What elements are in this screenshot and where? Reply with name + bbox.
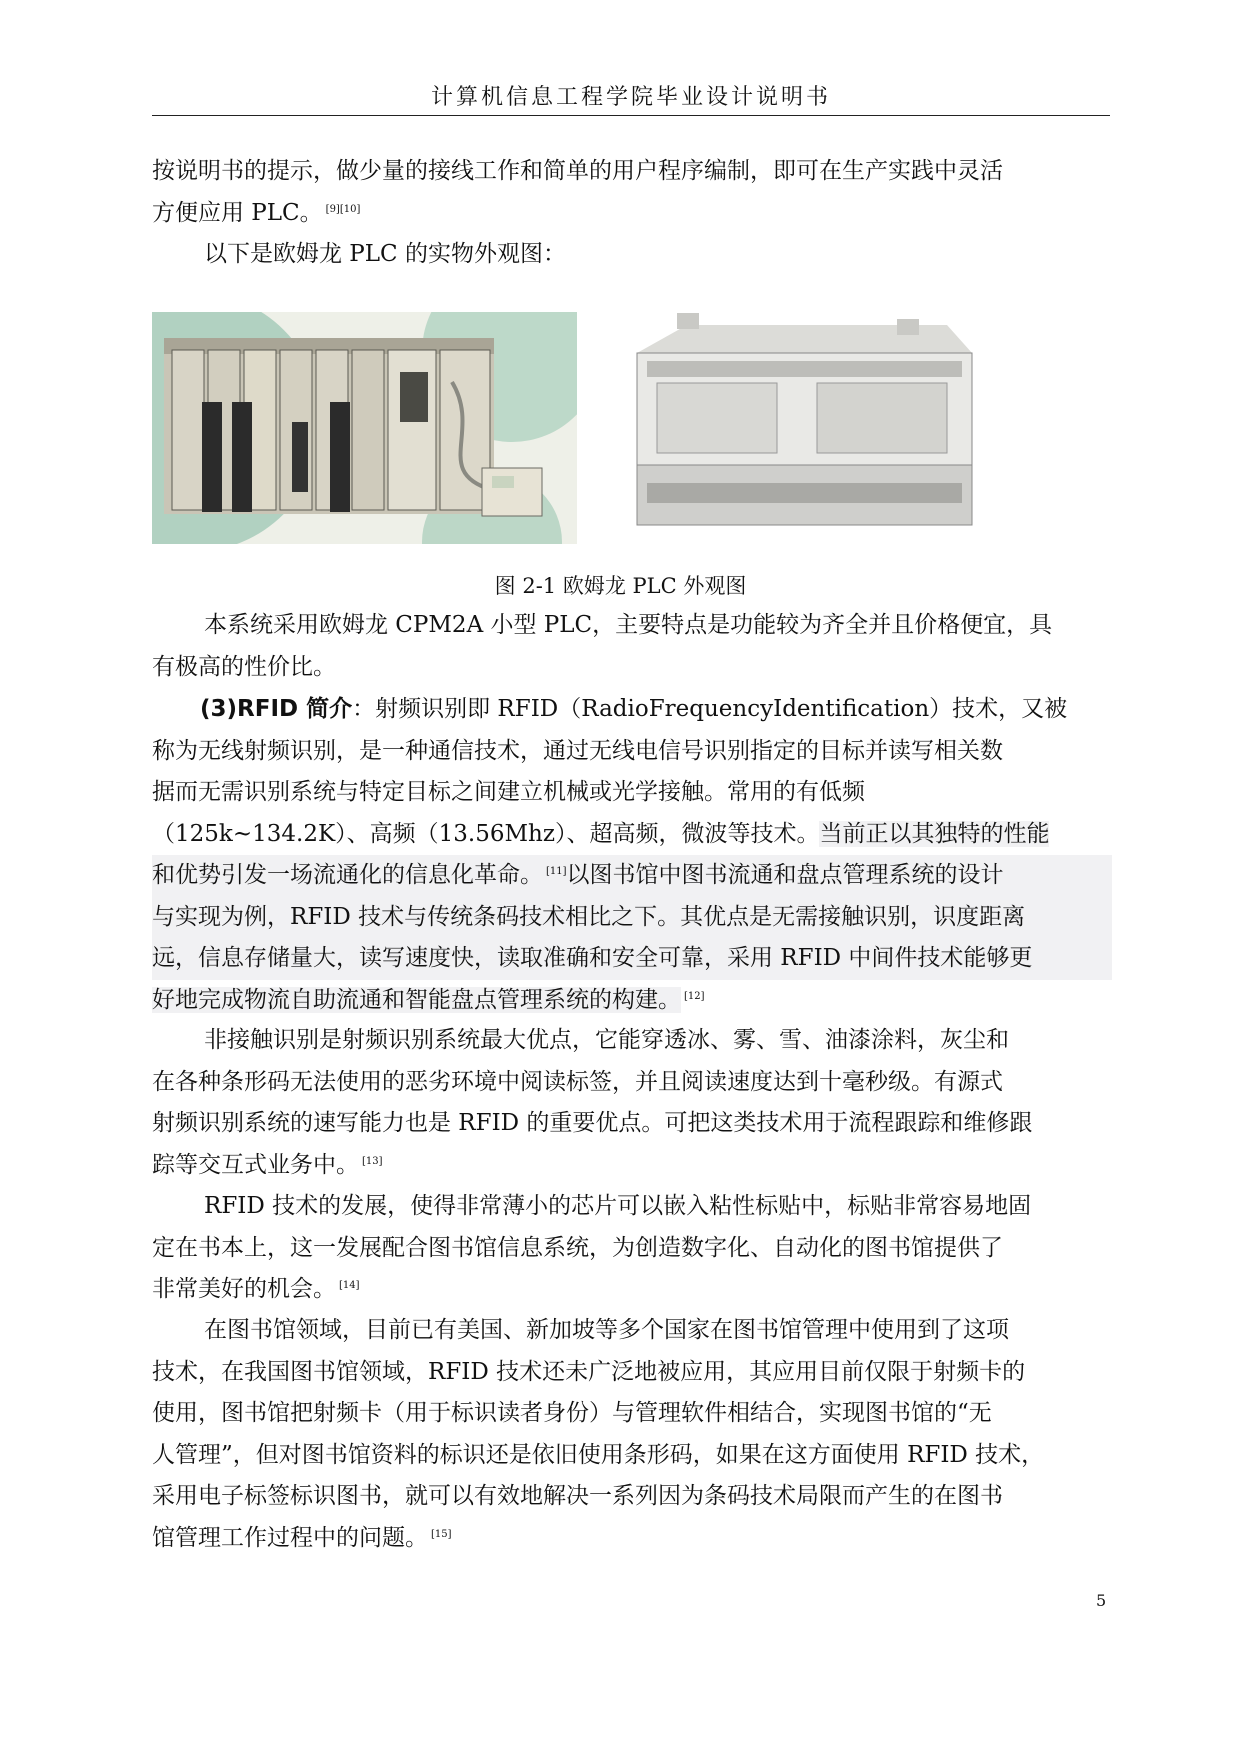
text-line: 定在书本上，这一发展配合图书馆信息系统，为创造数字化、自动化的图书馆提供了 (152, 1234, 1003, 1261)
citation-ref: [11] (546, 866, 567, 877)
text-span: ：射频识别即 RFID（RadioFrequencyIdentification）技术，又被 (352, 696, 1068, 722)
text-line (152, 814, 1112, 856)
text-span: 方便应用 PLC。 (152, 199, 323, 226)
figure-caption: 图 2-1 欧姆龙 PLC 外观图 (494, 574, 747, 598)
text-line (152, 980, 1112, 1022)
highlighted-text-line: 远，信息存储量大，读写速度快，读取准确和安全可靠，采用 RFID 中间件技术能够更 (152, 938, 1112, 980)
text-span: 和优势引发一场流通化的信息化革命。 (152, 862, 543, 888)
paragraph-library-field (152, 1310, 1112, 1559)
highlighted-text: 当前正以其独特的性能 (819, 820, 1050, 847)
text-line: RFID 技术的发展，使得非常薄小的芯片可以嵌入粘性标贴中，标贴非常容易地固 (204, 1193, 1032, 1219)
text-line (152, 1269, 1112, 1311)
text-line (152, 689, 1112, 731)
paragraph-plc-intro-end (152, 151, 1112, 234)
text-span: 非常美好的机会。 (152, 1276, 336, 1302)
section-heading-rfid: (3)RFID 简介 (200, 696, 353, 722)
text-line (152, 1518, 1112, 1560)
highlighted-text-line (152, 855, 1112, 897)
text-line: 按说明书的提示，做少量的接线工作和简单的用户程序编制，即可在生产实践中灵活 (152, 158, 1003, 184)
text-line: 在各种条形码无法使用的恶劣环境中阅读标签，并且阅读速度达到十毫秒级。有源式 (152, 1068, 1003, 1095)
text-line: 人管理”，但对图书馆资料的标识还是依旧使用条形码，如果在这方面使用 RFID 技术， (152, 1441, 1045, 1468)
compact-plc-illustration (617, 313, 992, 543)
text-line (152, 193, 1112, 235)
text-span: 踪等交互式业务中。 (152, 1151, 359, 1178)
paragraph-contactless (152, 1020, 1112, 1186)
text-line: 非接触识别是射频识别系统最大优点，它能穿透冰、雾、雪、油漆涂料，灰尘和 (204, 1027, 1009, 1053)
figure-photo-modular-plc (152, 312, 577, 544)
page-number: 5 (1096, 1591, 1107, 1610)
page-header-title: 计算机信息工程学院毕业设计说明书 (430, 85, 831, 110)
paragraph-figure-intro (152, 234, 1164, 276)
text-line (152, 1145, 1112, 1187)
citation-ref: [9][10] (325, 203, 361, 215)
citation-ref: [12] (684, 990, 705, 1002)
text-span: 以图书馆中图书流通和盘点管理系统的设计 (566, 862, 1004, 888)
text-line: 称为无线射频识别，是一种通信技术，通过无线电信号识别指定的目标并读写相关数 (152, 737, 1003, 764)
text-line: 使用，图书馆把射频卡（用于标识读者身份）与管理软件相结合，实现图书馆的“无 (152, 1400, 992, 1426)
highlighted-text: 好地完成物流自助流通和智能盘点管理系统的构建。 (152, 986, 681, 1013)
text-line: 本系统采用欧姆龙 CPM2A 小型 PLC，主要特点是功能较为齐全并且价格便宜，具 (204, 612, 1053, 638)
citation-ref: [14] (339, 1280, 360, 1291)
header-rule (152, 115, 1110, 116)
text-line: 以下是欧姆龙 PLC 的实物外观图： (204, 241, 566, 267)
text-span: （125k~134.2K）、高频（13.56Mhz）、超高频，微波等技术。 (152, 820, 820, 847)
citation-ref: [15] (431, 1528, 452, 1540)
text-line: 技术，在我国图书馆领域，RFID 技术还未广泛地被应用，其应用目前仅限于射频卡的 (152, 1358, 1026, 1385)
highlighted-text-line: 与实现为例，RFID 技术与传统条码技术相比之下。其优点是无需接触识别，识度距离 (152, 897, 1112, 939)
text-line: 有极高的性价比。 (152, 653, 336, 680)
text-line: 据而无需识别系统与特定目标之间建立机械或光学接触。常用的有低频 (152, 779, 865, 805)
citation-ref: [13] (362, 1155, 383, 1167)
figure-photo-compact-plc (617, 313, 992, 543)
text-line: 射频识别系统的速写能力也是 RFID 的重要优点。可把这类技术用于流程跟踪和维修跟 (152, 1110, 1033, 1136)
paragraph-cpm2a (152, 605, 1164, 688)
modular-plc-illustration (152, 312, 577, 544)
paragraph-rfid-development (152, 1186, 1112, 1311)
paragraph-rfid-intro (152, 689, 1112, 1021)
text-line: 在图书馆领域，目前已有美国、新加坡等多个国家在图书馆管理中使用到了这项 (204, 1317, 1009, 1343)
text-span: 馆管理工作过程中的问题。 (152, 1524, 428, 1551)
text-line: 采用电子标签标识图书，就可以有效地解决一系列因为条码技术局限而产生的在图书 (152, 1483, 1003, 1509)
